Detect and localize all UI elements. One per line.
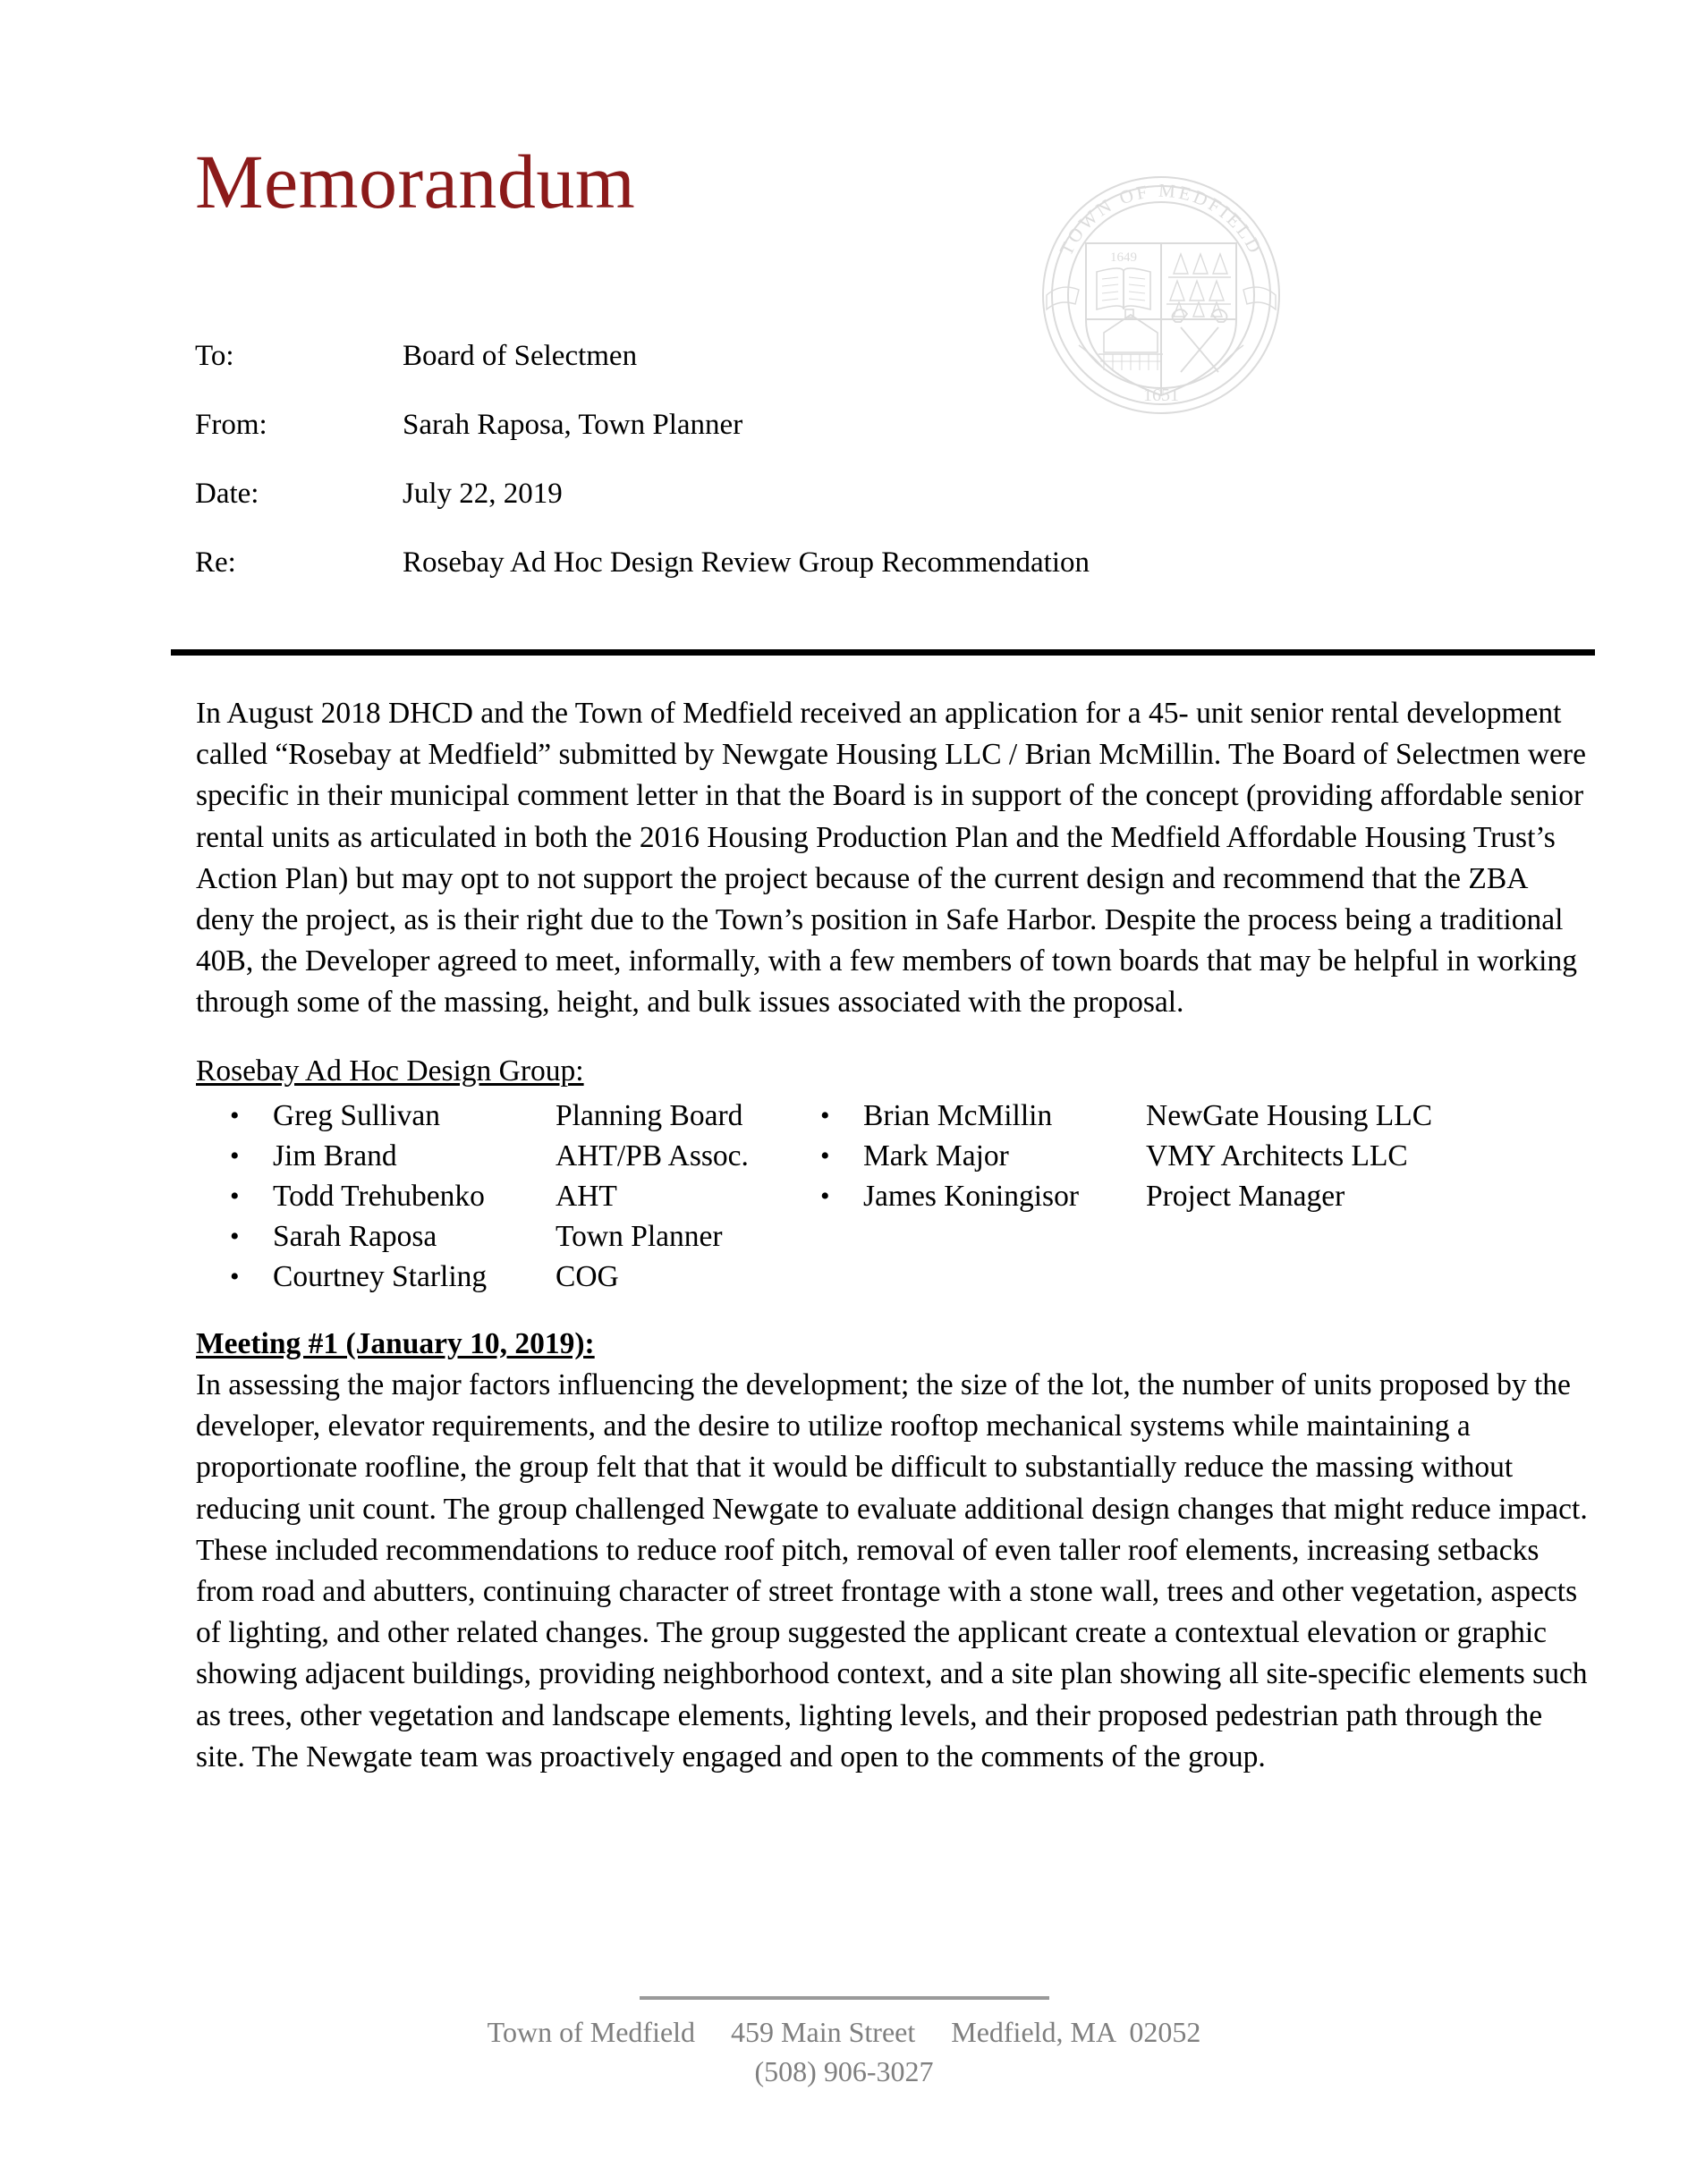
member-org: AHT/PB Assoc. (556, 1139, 749, 1172)
member-name: Jim Brand (273, 1139, 397, 1172)
bullet-icon: • (230, 1100, 240, 1130)
meta-value-re: Rosebay Ad Hoc Design Review Group Recommendation (403, 546, 1090, 579)
meeting1-heading: Meeting #1 (January 10, 2019): (196, 1326, 595, 1360)
meta-value-from: Sarah Raposa, Town Planner (403, 409, 743, 441)
bullet-icon: • (820, 1140, 830, 1171)
list-item (786, 1096, 1433, 1136)
member-org: COG (556, 1259, 619, 1293)
svg-text:TOWN OF MEDFIELD: TOWN OF MEDFIELD (1055, 179, 1268, 259)
page-footer (0, 1996, 1688, 2091)
list-item (196, 1216, 786, 1257)
memo-header-fields (195, 340, 1358, 615)
svg-text:1651: 1651 (1143, 385, 1179, 405)
member-name: Courtney Starling (273, 1259, 488, 1293)
member-org: VMY Architects LLC (1146, 1139, 1408, 1172)
page-title: Memorandum (195, 139, 636, 224)
member-org: AHT (556, 1179, 617, 1213)
spacer (196, 1024, 1591, 1051)
meta-value-date: July 22, 2019 (403, 478, 563, 510)
design-group-heading-wrap (196, 1051, 1591, 1092)
meta-label-to: To: (195, 340, 234, 372)
design-group-columns (196, 1096, 1591, 1297)
bullet-icon: • (230, 1261, 240, 1291)
meta-value-to: Board of Selectmen (403, 340, 638, 372)
meta-row-date (195, 478, 1358, 546)
meeting1-heading-wrap (196, 1324, 1591, 1365)
svg-text:1649: 1649 (1110, 250, 1137, 265)
meta-row-re (195, 546, 1358, 615)
member-name: Sarah Raposa (273, 1219, 437, 1253)
list-item (196, 1096, 786, 1136)
footer-address: Town of Medfield 459 Main Street Medfield, MA 02052 (487, 2016, 1201, 2048)
bullet-icon: • (230, 1140, 240, 1171)
footer-phone: (508) 906-3027 (754, 2055, 934, 2087)
bullet-icon: • (230, 1221, 240, 1251)
design-group-column-right (786, 1096, 1433, 1297)
spacer (196, 1297, 1591, 1324)
bullet-icon: • (820, 1100, 830, 1130)
member-list-town (196, 1096, 786, 1297)
member-org: NewGate Housing LLC (1146, 1098, 1433, 1132)
meta-row-to (195, 340, 1358, 409)
member-org: Project Manager (1146, 1179, 1345, 1213)
meta-label-date: Date: (195, 478, 259, 510)
member-name: Mark Major (863, 1139, 1009, 1172)
meta-label-re: Re: (195, 546, 236, 579)
member-name: Brian McMillin (863, 1098, 1053, 1132)
member-name: James Koningisor (863, 1179, 1079, 1213)
bullet-icon: • (820, 1181, 830, 1211)
list-item (786, 1176, 1412, 1216)
list-item (196, 1136, 786, 1176)
list-item (786, 1136, 1412, 1176)
footer-divider (640, 1996, 1049, 2000)
design-group-column-left (196, 1096, 786, 1297)
list-item (196, 1257, 786, 1297)
member-list-developer (786, 1096, 1433, 1216)
member-name: Greg Sullivan (273, 1098, 441, 1132)
intro-paragraph: In August 2018 DHCD and the Town of Medfield received an application for a 45- unit senior rental development called “Rosebay at Medfield” submitted by Newgate Housing LLC / Brian McMillin. The Board of Selectmen were specific in their municipal comment letter in that the Board is in support of the concept (providing affordable senior rental units as articulated in both the 2016 Housing Production Plan and the Medfield Affordable Housing Trust’s Action Plan) but may opt to not support the project because of the current design and recommend that the ZBA deny the project, as is their right due to the Town’s position in Safe Harbor. Despite the process being a traditional 40B, the Developer agreed to meet, informally, with a few members of town boards that may be helpful in working through some of the massing, height, and bulk issues associated with the proposal. (196, 697, 1586, 1020)
meta-row-from (195, 409, 1358, 478)
meeting1-paragraph: In assessing the major factors influencing the development; the size of the lot, the number of units proposed by the developer, elevator requirements, and the desire to utilize rooftop mechanical systems while maintaining a proportionate roofline, the group felt that that it would be difficult to substantially reduce the massing without reducing unit count. The group challenged Newgate to evaluate additional design changes that might reduce impact. These included recommendations to reduce roof pitch, removal of even taller roof elements, increasing setbacks from road and abutters, continuing character of street frontage with a stone wall, trees and other vegetation, aspects of lighting, and other related changes. The group suggested the applicant create a contextual elevation or graphic showing adjacent buildings, providing neighborhood context, and a site plan showing all site-specific elements such as trees, other vegetation and landscape elements, lighting levels, and their proposed pedestrian path through the site. The Newgate team was proactively engaged and open to the comments of the group. (196, 1368, 1588, 1773)
member-org: Planning Board (556, 1098, 743, 1132)
member-org: Town Planner (556, 1219, 723, 1253)
memo-body (196, 693, 1591, 1778)
member-name: Todd Trehubenko (273, 1179, 485, 1213)
bullet-icon: • (230, 1181, 240, 1211)
list-item (196, 1176, 786, 1216)
design-group-heading: Rosebay Ad Hoc Design Group: (196, 1054, 584, 1088)
meta-label-from: From: (195, 409, 267, 441)
header-divider (171, 649, 1595, 656)
